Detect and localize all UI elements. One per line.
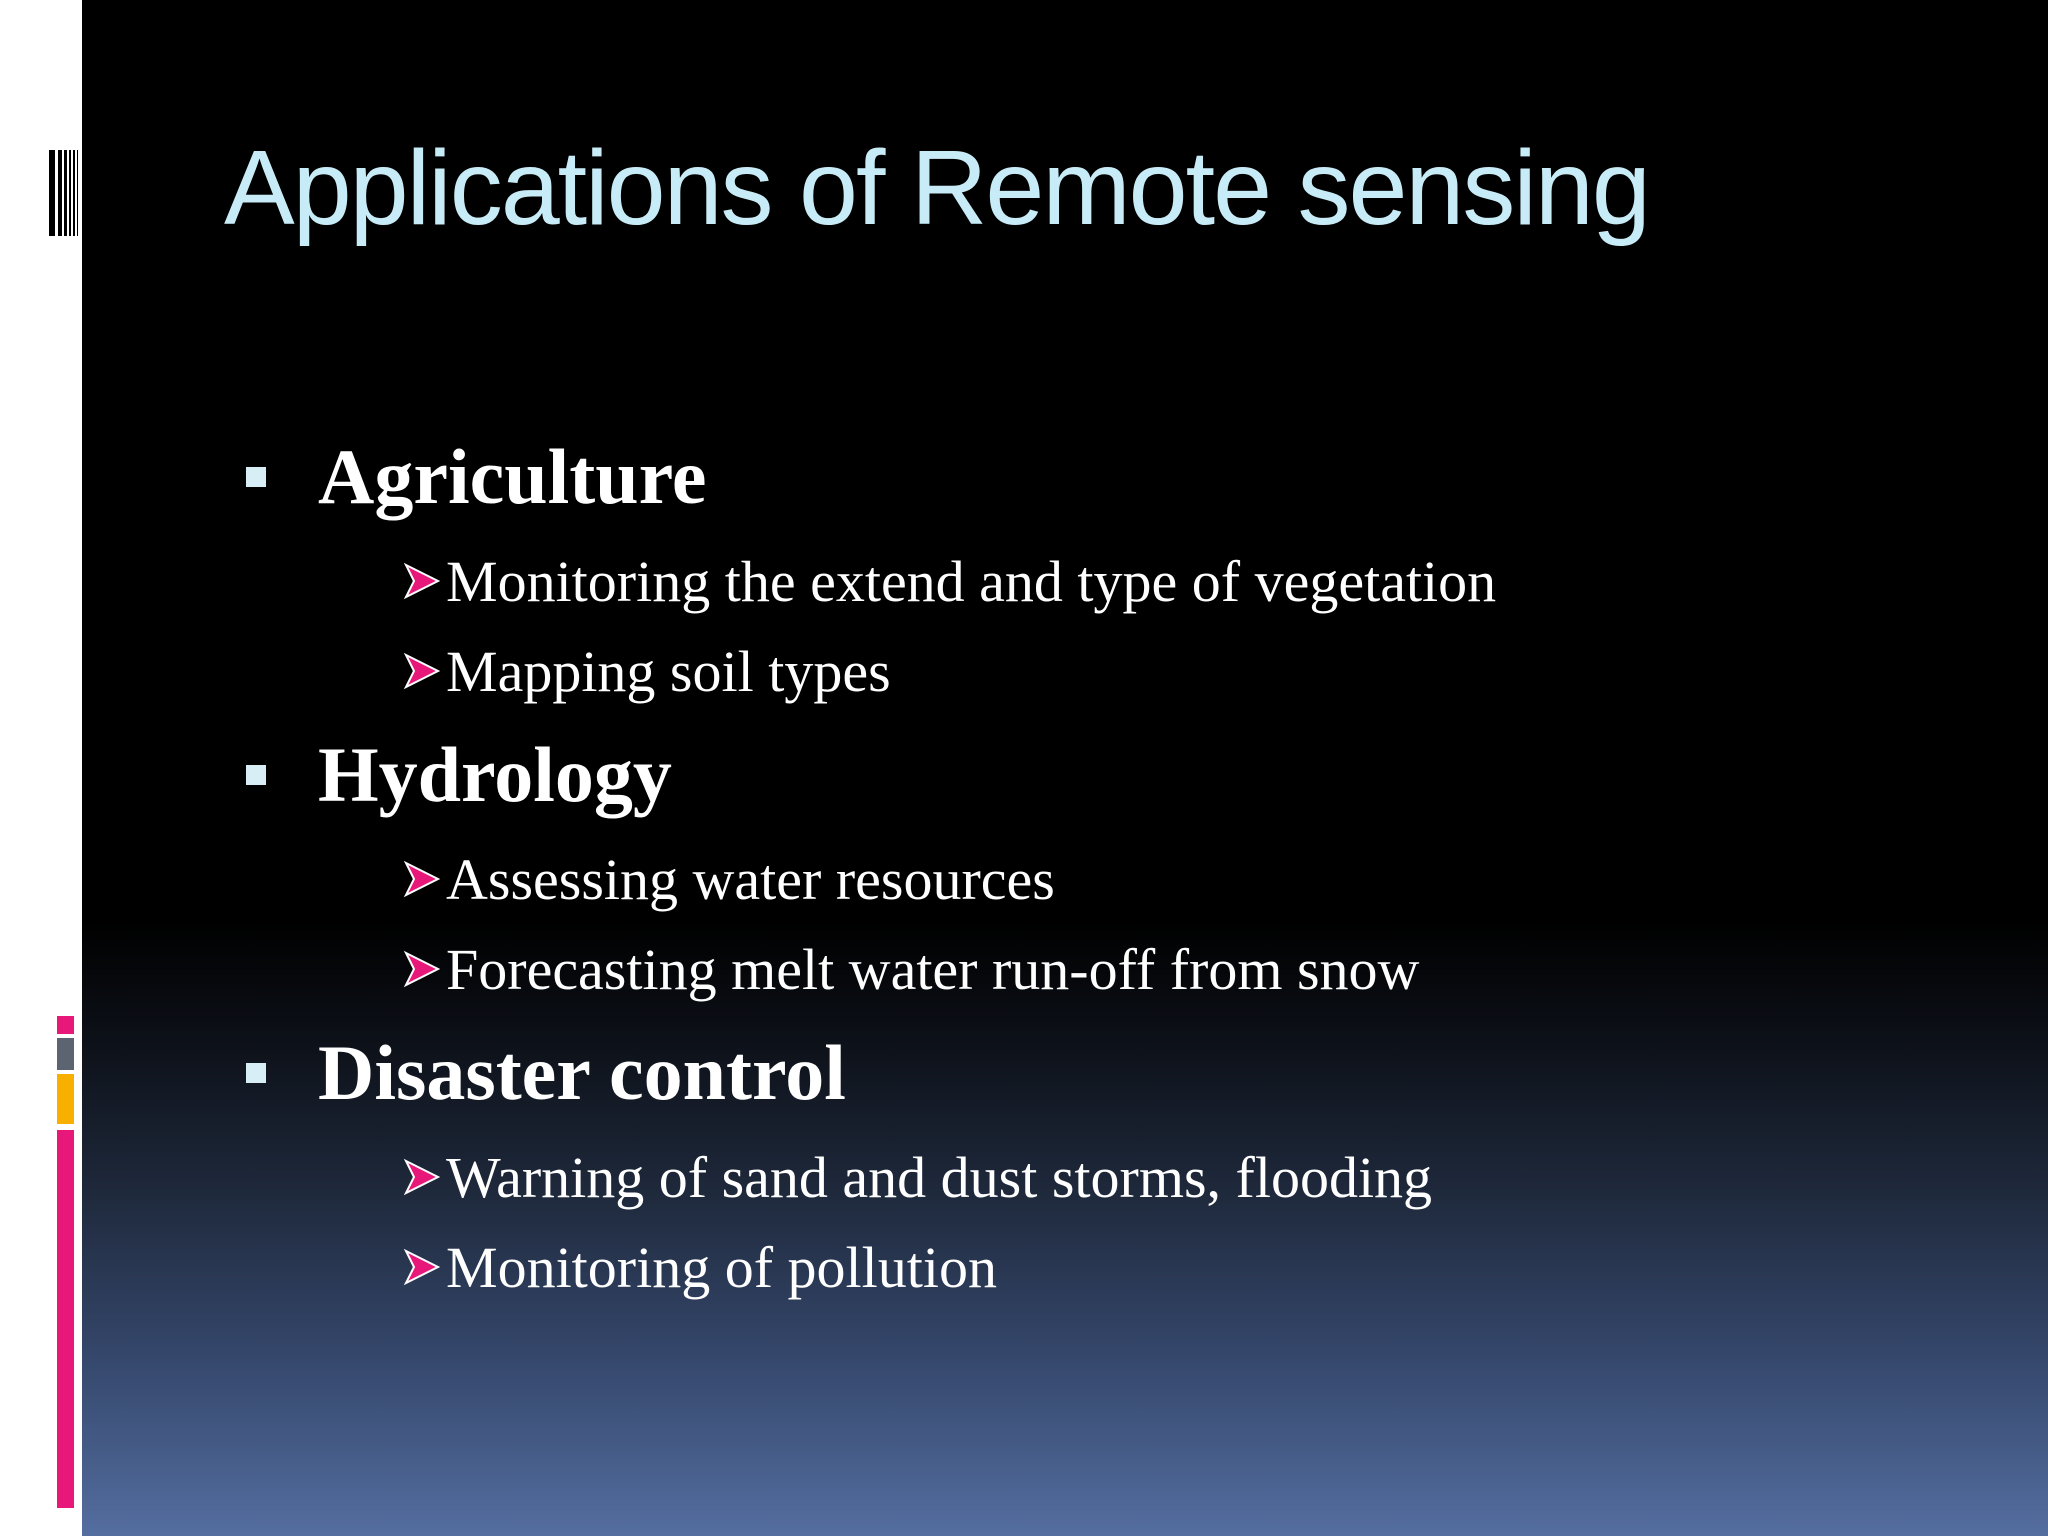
sub-item-text: Monitoring of pollution bbox=[446, 1234, 997, 1300]
sub-item-text: Forecasting melt water run-off from snow bbox=[446, 936, 1420, 1002]
accent-orange-block bbox=[57, 1074, 74, 1124]
arrow-bullet-icon bbox=[402, 1157, 442, 1197]
stripe bbox=[58, 150, 62, 236]
level2-bullet bbox=[246, 1132, 1946, 1222]
arrow-bullet-icon bbox=[402, 859, 442, 899]
level1-bullet bbox=[246, 418, 1946, 536]
level1-bullet bbox=[246, 1014, 1946, 1132]
arrow-bullet-icon bbox=[402, 1247, 442, 1287]
section-heading: Hydrology bbox=[318, 731, 672, 818]
arrow-bullet-icon bbox=[402, 561, 442, 601]
stripe bbox=[49, 150, 55, 236]
bullet-list bbox=[246, 418, 1946, 1312]
level2-bullet bbox=[246, 924, 1946, 1014]
barcode-stripes-decoration bbox=[49, 150, 81, 236]
arrow-bullet-icon bbox=[402, 949, 442, 989]
stripe bbox=[77, 150, 78, 236]
left-decorative-strip bbox=[0, 0, 82, 1536]
stripe bbox=[73, 150, 75, 236]
section-hydrology bbox=[246, 716, 1946, 1014]
stripe bbox=[64, 150, 67, 236]
accent-pink-bar bbox=[57, 1130, 74, 1508]
section-heading: Disaster control bbox=[318, 1029, 846, 1116]
arrow-bullet-icon bbox=[402, 651, 442, 691]
level1-bullet bbox=[246, 716, 1946, 834]
sub-item-text: Assessing water resources bbox=[446, 846, 1055, 912]
section-heading: Agriculture bbox=[318, 433, 707, 520]
stripe bbox=[69, 150, 71, 236]
level2-bullet bbox=[246, 1222, 1946, 1312]
sub-item-text: Mapping soil types bbox=[446, 638, 891, 704]
square-bullet-icon bbox=[246, 1063, 266, 1083]
square-bullet-icon bbox=[246, 467, 266, 487]
level2-bullet bbox=[246, 834, 1946, 924]
slide-title: Applications of Remote sensing bbox=[224, 129, 1649, 247]
level2-bullet bbox=[246, 536, 1946, 626]
section-agriculture bbox=[246, 418, 1946, 716]
square-bullet-icon bbox=[246, 765, 266, 785]
sub-item-text: Warning of sand and dust storms, flooding bbox=[446, 1144, 1433, 1210]
section-disaster-control bbox=[246, 1014, 1946, 1312]
level2-bullet bbox=[246, 626, 1946, 716]
sub-item-text: Monitoring the extend and type of vegetation bbox=[446, 548, 1497, 614]
accent-pink-block-small bbox=[57, 1016, 74, 1034]
accent-gray-block bbox=[57, 1038, 74, 1070]
